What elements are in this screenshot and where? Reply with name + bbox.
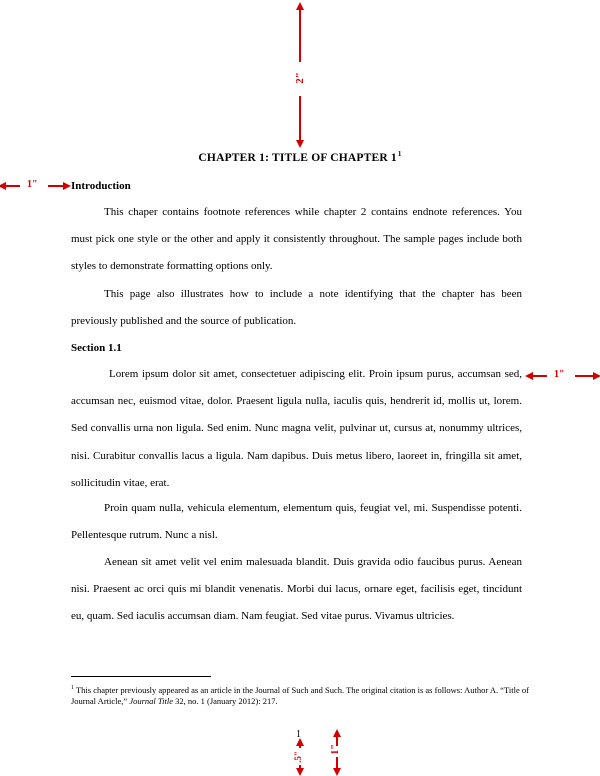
top-margin-label: 2"	[293, 72, 306, 84]
footnote-separator	[71, 676, 211, 677]
section-1-1-heading: Section 1.1	[71, 342, 122, 354]
section-paragraph-3: Aenean sit amet velit vel enim malesuada blandit. Duis gravida odio faucibus purus. Aenean nisi. Praesent ac orci quis mi blandit venenatis. Morbi dui lacus, ornare eget, facilisis eget, tincidunt eu, quam. Sed iaculis accumsan diam. Nam feugiat. Sed vitae purus. Vivamus ultricies.	[71, 556, 522, 623]
page-number: 1	[296, 729, 301, 740]
bottom-margin-label: 1"	[329, 744, 341, 755]
footnote-number: 1	[71, 685, 74, 691]
right-margin-label: 1"	[554, 369, 565, 380]
chapter-title-text: CHAPTER 1: TITLE OF CHAPTER 1	[198, 151, 397, 164]
introduction-heading: Introduction	[71, 180, 131, 192]
footnote-text-after: 32, no. 1 (January 2012): 217.	[173, 695, 278, 706]
footnote	[71, 683, 531, 707]
section-paragraph-2: Proin quam nulla, vehicula elementum, elementum quis, feugiat vel, mi. Suspendisse potenti. Pellentesque rutrum. Nunc a nisl.	[71, 502, 522, 542]
footnote-text-before: This chapter previously appeared as an article in the Journal of Such and Such. The original citation is as follows: Author A. “Title of Journal Article,”	[71, 684, 529, 706]
chapter-footnote-ref[interactable]: 1	[397, 150, 402, 158]
left-margin-label: 1"	[27, 179, 38, 190]
footnote-journal: Journal Title	[129, 695, 173, 706]
chapter-title	[0, 150, 600, 164]
intro-paragraph-1: This chaper contains footnote references while chapter 2 contains endnote references. You must pick one style or the other and apply it consistently throughout. The sample pages include both styles to demonstrate formatting options only.	[71, 206, 522, 273]
page-number-offset-label: .5"	[292, 751, 303, 763]
intro-paragraph-2: This page also illustrates how to include a note identifying that the chapter has been previously published and the source of publication.	[71, 288, 522, 328]
section-paragraph-1: Lorem ipsum dolor sit amet, consectetuer adipiscing elit. Proin ipsum purus, accumsan sed, accumsan nec, euismod vitae, dolor. Praesent ligula nulla, iaculis quis, hendrerit id, mollis ut, lorem. Sed convallis urna non ligula. Sed enim. Nunc magna velit, pulvinar ut, cursus at, nonummy ultrices, nisi. Curabitur convallis lacus a ligula. Nam dapibus. Duis metus libero, laoreet in, fringilla sit amet, sollicitudin vitae, erat.	[71, 368, 522, 489]
